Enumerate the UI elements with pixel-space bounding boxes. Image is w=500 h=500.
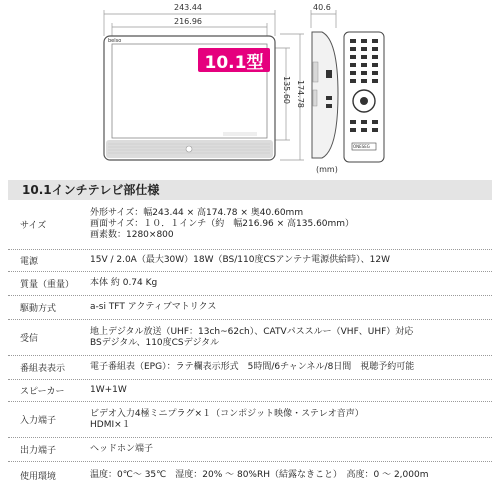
spec-table	[8, 200, 492, 488]
spec-line: 本体 約 0.74 Kg	[90, 278, 158, 288]
spec-line: 温度：0℃～ 35℃ 湿度：20% ～ 80%RH（結露なきこと） 高度：0 ～ 2,000m	[90, 469, 429, 480]
spec-row-drive	[8, 296, 492, 320]
spec-line: a-si TFT アクティブマトリクス	[90, 302, 217, 312]
spec-row-speaker	[8, 380, 492, 402]
spec-label: 駆動方式	[20, 304, 57, 314]
spec-value	[90, 296, 492, 319]
tv-side-view	[312, 32, 338, 158]
spec-line: BSデジタル、110度CSデジタル	[90, 337, 220, 348]
outer-width-label: 243.44	[174, 3, 202, 12]
spec-label: 出力端子	[20, 446, 57, 456]
screen-width-label: 216.96	[174, 17, 202, 26]
remote-control	[344, 32, 384, 162]
spec-value	[90, 402, 492, 437]
unit-label: (mm)	[316, 165, 338, 174]
spec-label: 受信	[20, 334, 39, 344]
dimension-drawing	[0, 0, 500, 178]
tv-brand-logo: belso	[108, 38, 122, 44]
spec-line: 画面サイズ：１０．１インチ（約 幅216.96 × 高135.60mm）	[90, 219, 355, 229]
spec-value	[90, 462, 492, 488]
spec-row-size	[8, 200, 492, 250]
remote-logo: ONESEG	[353, 144, 370, 149]
spec-line: 外形サイズ：幅243.44 × 高174.78 × 奥40.60mm	[90, 208, 304, 218]
spec-line: 15V / 2.0A（最大30W）18W（BS/110度CSアンテナ電源供給時）、12W	[90, 255, 390, 265]
spec-row-reception	[8, 320, 492, 356]
spec-row-weight	[8, 272, 492, 296]
screen-height-label: 135.60	[282, 76, 291, 104]
spec-label: 電源	[20, 257, 39, 267]
spec-row-epg	[8, 356, 492, 380]
spec-row-input	[8, 402, 492, 438]
spec-label: 番組表表示	[20, 364, 66, 374]
spec-value	[90, 200, 492, 249]
spec-row-output	[8, 438, 492, 462]
spec-value	[90, 272, 492, 295]
spec-line: ヘッドホン端子	[90, 444, 154, 454]
spec-value	[90, 356, 492, 379]
spec-line: 地上デジタル放送（UHF：13ch~62ch）、CATVパススルー（VHF、UHF）対応	[90, 326, 414, 337]
spec-value	[90, 320, 492, 355]
spec-row-environment	[8, 462, 492, 488]
spec-label: 使用環境	[20, 471, 57, 482]
spec-value	[90, 380, 492, 401]
spec-value	[90, 250, 492, 271]
spec-line: 画素数：1280×800	[90, 230, 174, 240]
outer-height-label: 174.78	[296, 80, 305, 108]
section-title: 10.1インチテレビ部仕様	[8, 180, 492, 200]
screen-size-badge: 10.1型	[198, 48, 270, 72]
spec-label: 入力端子	[20, 416, 57, 426]
spec-value	[90, 438, 492, 461]
spec-line: 1W+1W	[90, 385, 127, 395]
spec-label: スピーカー	[20, 387, 65, 397]
spec-row-power	[8, 250, 492, 272]
spec-line: ビデオ入力4極ミニプラグ×１（コンポジット映像・ステレオ音声）	[90, 408, 364, 419]
spec-line: 電子番組表（EPG）：ラテ欄表示形式 5時間/6チャンネル/8日間 視聴予約可能	[90, 362, 415, 372]
depth-label: 40.6	[313, 3, 331, 12]
spec-line: HDMI×１	[90, 419, 131, 430]
product-dimension-diagram	[0, 0, 500, 178]
spec-label: サイズ	[20, 221, 47, 231]
spec-label: 質量（重量）	[20, 280, 75, 290]
